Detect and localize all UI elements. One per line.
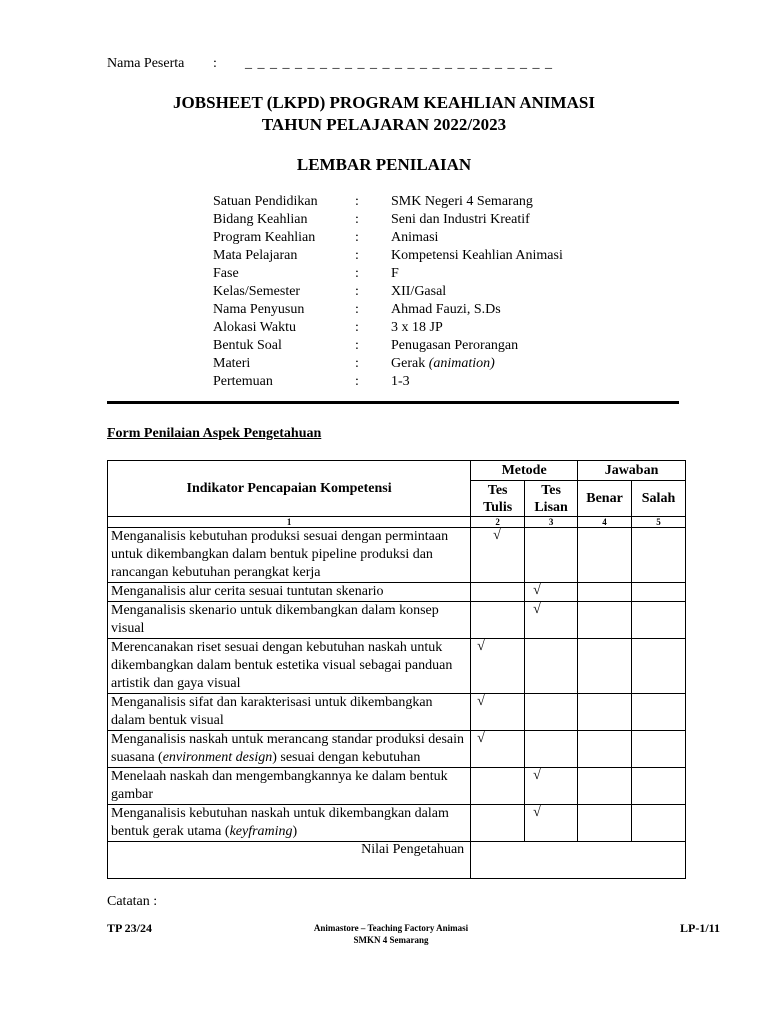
indicator-text: Menganalisis kebutuhan naskah untuk dikembangkan dalam bentuk gerak utama ( xyxy=(111,806,449,839)
footer-center-line2: SMKN 4 Semarang xyxy=(353,935,429,945)
table-row xyxy=(108,694,686,731)
indicator-cell: Menganalisis kebutuhan produksi sesuai dengan permintaan untuk dikembangkan dalam bentuk pipeline produksi dan rancangan kebutuhan perangkat kerja xyxy=(108,528,471,583)
sheet-title: LEMBAR PENILAIAN xyxy=(296,155,472,174)
header-tes-tulis-line1: Tes xyxy=(487,482,508,498)
answer-benar-cell[interactable] xyxy=(578,731,632,768)
info-key: Pertemuan xyxy=(213,374,273,389)
info-row xyxy=(213,319,693,337)
nilai-label: Nilai Pengetahuan xyxy=(108,842,471,879)
info-colon: : xyxy=(355,230,359,245)
indicator-cell xyxy=(108,731,471,768)
info-value: 1-3 xyxy=(391,374,410,389)
info-row xyxy=(213,265,693,283)
check-tes-lisan[interactable] xyxy=(525,528,578,583)
info-row xyxy=(213,337,693,355)
check-tes-tulis[interactable] xyxy=(471,805,525,842)
answer-salah-cell[interactable] xyxy=(632,694,686,731)
indicator-cell: Menelaah naskah dan mengembangkannya ke dalam bentuk gambar xyxy=(108,768,471,805)
table-row xyxy=(108,602,686,639)
indicator-text: ) xyxy=(292,824,298,839)
check-tes-lisan[interactable] xyxy=(525,731,578,768)
footer-center xyxy=(0,922,768,946)
indicator-cell: Merencanakan riset sesuai dengan kebutuhan naskah untuk dikembangkan dalam bentuk estetika visual sebagai panduan artistik dan gaya visual xyxy=(108,639,471,694)
table-row xyxy=(108,805,686,842)
document-title-line1: JOBSHEET (LKPD) PROGRAM KEAHLIAN ANIMASI xyxy=(173,93,595,112)
answer-benar-cell[interactable] xyxy=(578,583,632,602)
header-benar: Benar xyxy=(578,481,632,517)
info-value: 3 x 18 JP xyxy=(391,320,443,335)
info-key: Nama Penyusun xyxy=(213,302,305,317)
indicator-text: ) sesuai dengan kebutuhan xyxy=(272,750,421,765)
info-key: Materi xyxy=(213,356,251,371)
info-row xyxy=(213,247,693,265)
indicator-italic: keyframing xyxy=(229,824,293,839)
column-number: 1 xyxy=(108,517,471,528)
info-key: Fase xyxy=(213,266,239,281)
answer-salah-cell[interactable] xyxy=(632,639,686,694)
info-row xyxy=(213,301,693,319)
info-key: Satuan Pendidikan xyxy=(213,194,318,209)
participant-name-blank[interactable]: _ _ _ _ _ _ _ _ _ _ _ _ _ _ _ _ _ _ _ _ _ _ _ _ _ xyxy=(245,56,553,71)
table-header-row xyxy=(108,461,686,481)
indicator-cell: Menganalisis skenario untuk dikembangkan dalam konsep visual xyxy=(108,602,471,639)
column-number: 3 xyxy=(525,517,578,528)
table-row xyxy=(108,583,686,602)
header-indicator: Indikator Pencapaian Kompetensi xyxy=(108,461,471,517)
nilai-row xyxy=(108,842,686,879)
answer-benar-cell[interactable] xyxy=(578,694,632,731)
info-value: Seni dan Industri Kreatif xyxy=(391,212,530,227)
assessment-table xyxy=(107,460,686,879)
header-jawaban: Jawaban xyxy=(578,461,686,481)
document-title-line2: TAHUN PELAJARAN 2022/2023 xyxy=(261,115,507,134)
info-colon: : xyxy=(355,320,359,335)
table-row xyxy=(108,768,686,805)
check-tes-lisan[interactable]: √ xyxy=(525,805,578,842)
answer-salah-cell[interactable] xyxy=(632,731,686,768)
section-divider xyxy=(107,401,679,404)
answer-salah-cell[interactable] xyxy=(632,768,686,805)
header-salah: Salah xyxy=(632,481,686,517)
header-tes-tulis xyxy=(471,481,525,517)
info-colon: : xyxy=(355,374,359,389)
check-tes-tulis[interactable] xyxy=(471,583,525,602)
info-colon: : xyxy=(355,266,359,281)
nilai-value-cell[interactable] xyxy=(471,842,686,879)
info-value: SMK Negeri 4 Semarang xyxy=(391,194,533,209)
info-row xyxy=(213,229,693,247)
notes-label: Catatan : xyxy=(107,894,158,909)
info-key: Program Keahlian xyxy=(213,230,316,245)
column-number: 2 xyxy=(471,517,525,528)
info-row xyxy=(213,373,693,391)
check-tes-tulis[interactable] xyxy=(471,768,525,805)
indicator-text: Menganalisis naskah untuk merancang standar produksi desain suasana ( xyxy=(111,732,465,765)
indicator-cell: Menganalisis sifat dan karakterisasi untuk dikembangkan dalam bentuk visual xyxy=(108,694,471,731)
check-tes-tulis[interactable] xyxy=(471,602,525,639)
check-tes-lisan[interactable]: √ xyxy=(525,583,578,602)
footer-center-line1: Animastore – Teaching Factory Animasi xyxy=(313,923,469,933)
info-colon: : xyxy=(355,194,359,209)
check-tes-tulis[interactable]: √ xyxy=(471,528,525,583)
answer-benar-cell[interactable] xyxy=(578,768,632,805)
column-number: 5 xyxy=(632,517,686,528)
header-tes-lisan-line1: Tes xyxy=(541,482,561,498)
info-row xyxy=(213,193,693,211)
participant-name-label: Nama Peserta xyxy=(107,56,185,71)
header-tes-tulis-line2: Tulis xyxy=(483,499,513,515)
info-value-italic: (animation) xyxy=(428,356,495,371)
check-tes-lisan[interactable] xyxy=(525,639,578,694)
header-tes-lisan-line2: Lisan xyxy=(534,499,568,515)
table-row xyxy=(108,528,686,583)
info-value: Penugasan Perorangan xyxy=(391,338,519,353)
info-value: Animasi xyxy=(391,230,439,245)
info-colon: : xyxy=(355,248,359,263)
header-tes-lisan xyxy=(525,481,578,517)
answer-benar-cell[interactable] xyxy=(578,602,632,639)
info-row xyxy=(213,283,693,301)
info-value: Ahmad Fauzi, S.Ds xyxy=(391,302,501,317)
check-tes-lisan[interactable]: √ xyxy=(525,602,578,639)
info-value xyxy=(391,355,495,373)
info-value: Kompetensi Keahlian Animasi xyxy=(391,248,563,263)
answer-benar-cell[interactable] xyxy=(578,805,632,842)
header-metode: Metode xyxy=(471,461,578,481)
info-value-text: Gerak xyxy=(391,356,426,371)
info-colon: : xyxy=(355,356,359,371)
info-key: Alokasi Waktu xyxy=(213,320,296,335)
answer-salah-cell[interactable] xyxy=(632,528,686,583)
info-key: Kelas/Semester xyxy=(213,284,301,299)
info-value: XII/Gasal xyxy=(391,284,447,299)
participant-name-colon: : xyxy=(213,56,217,71)
check-tes-lisan[interactable] xyxy=(525,694,578,731)
indicator-italic: environment design xyxy=(162,750,273,765)
column-number-row xyxy=(108,517,686,528)
answer-salah-cell[interactable] xyxy=(632,583,686,602)
info-row xyxy=(213,355,693,373)
info-colon: : xyxy=(355,302,359,317)
info-colon: : xyxy=(355,212,359,227)
column-number: 4 xyxy=(578,517,632,528)
info-key: Mata Pelajaran xyxy=(213,248,298,263)
check-tes-tulis[interactable]: √ xyxy=(471,731,525,768)
info-colon: : xyxy=(355,338,359,353)
info-row xyxy=(213,211,693,229)
info-key: Bidang Keahlian xyxy=(213,212,308,227)
answer-benar-cell[interactable] xyxy=(578,528,632,583)
table-row xyxy=(108,731,686,768)
table-row xyxy=(108,639,686,694)
info-colon: : xyxy=(355,284,359,299)
participant-name-row xyxy=(107,56,553,72)
info-block xyxy=(213,193,693,391)
answer-benar-cell[interactable] xyxy=(578,639,632,694)
form-title: Form Penilaian Aspek Pengetahuan xyxy=(107,426,322,441)
info-value: F xyxy=(391,266,399,281)
footer-page-number: LP-1/11 xyxy=(680,921,721,935)
answer-salah-cell[interactable] xyxy=(632,805,686,842)
footer-left: TP 23/24 xyxy=(107,921,153,935)
check-tes-lisan[interactable]: √ xyxy=(525,768,578,805)
indicator-cell xyxy=(108,805,471,842)
check-tes-tulis[interactable]: √ xyxy=(471,694,525,731)
answer-salah-cell[interactable] xyxy=(632,602,686,639)
info-key: Bentuk Soal xyxy=(213,338,282,353)
check-tes-tulis[interactable]: √ xyxy=(471,639,525,694)
indicator-cell: Menganalisis alur cerita sesuai tuntutan skenario xyxy=(108,583,471,602)
